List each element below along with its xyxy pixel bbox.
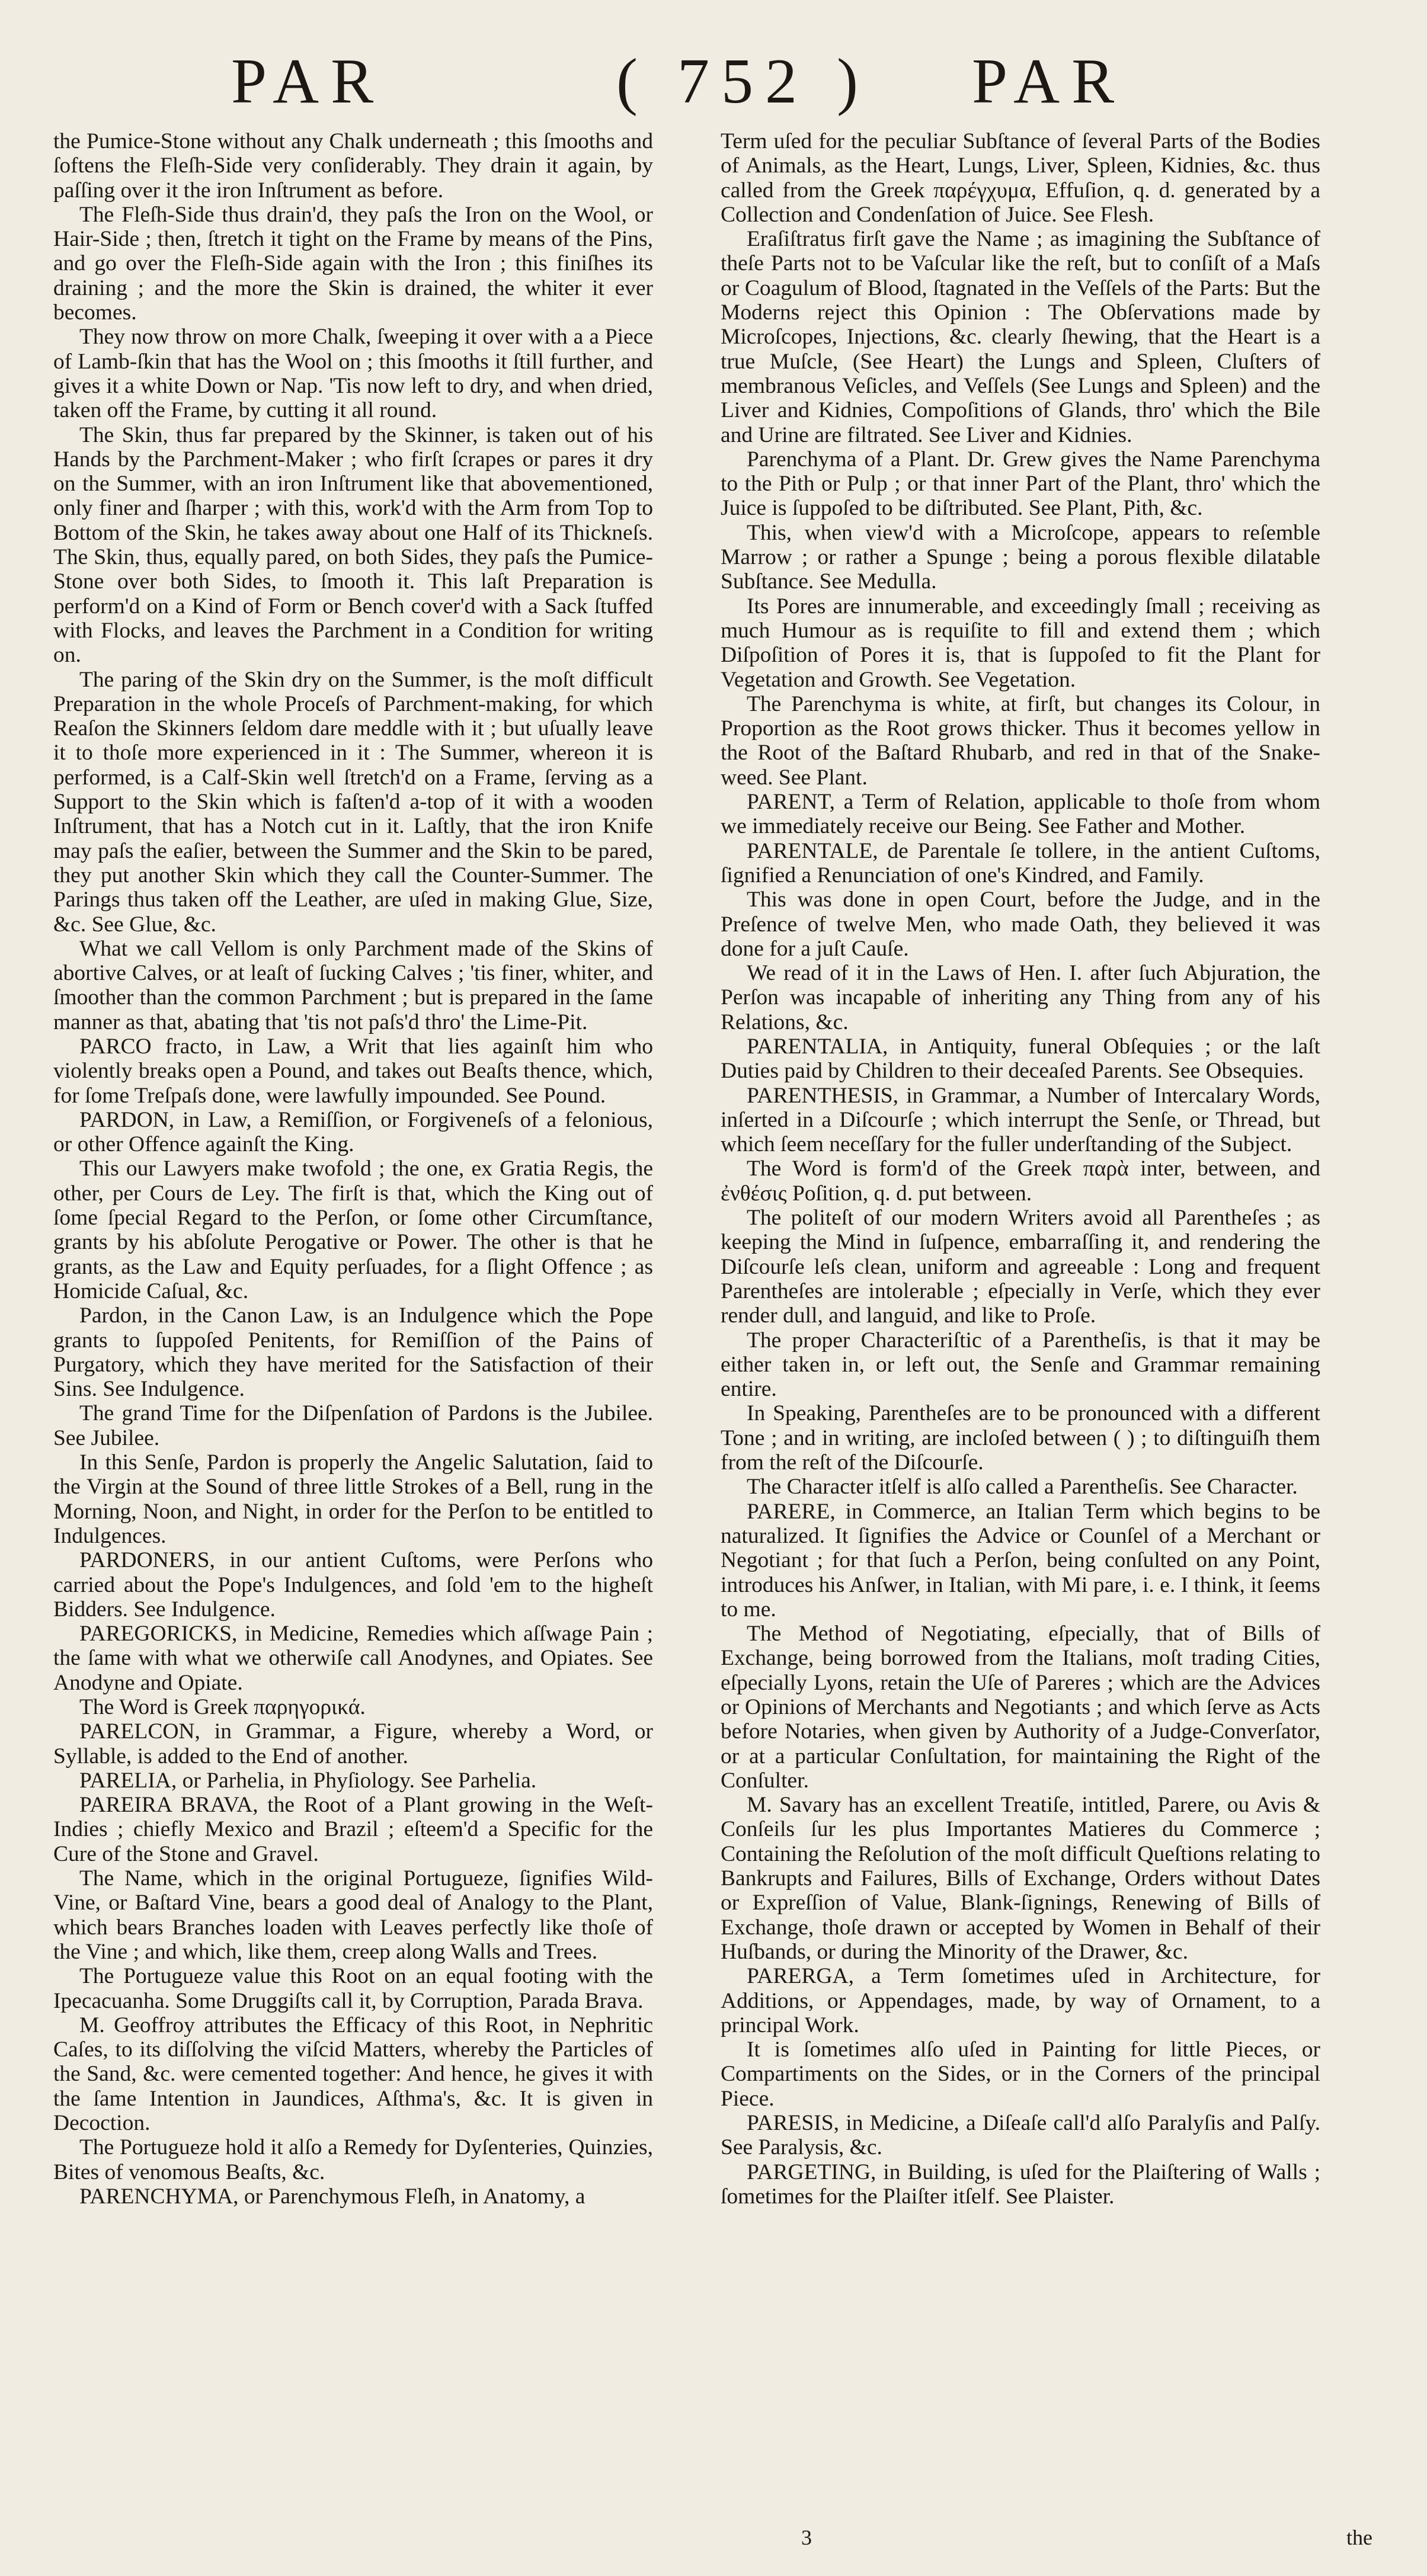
- paragraph: M. Savary has an excellent Treatiſe, intitled, Parere, ou Avis & Conſeils ſur les plus Importantes Matieres du Commerce ; Containing the Reſolution of the moſt difficult Queſtions relating to Bankrupts and Failures, Bills of Exchange, Orders without Dates or Expreſſion of Value, Blank-ſignings, Renewing of Bills of Exchange, thoſe drawn or accepted by Women in Behalf of their Huſbands, or during the Minority of the Drawer, &c.: [721, 1793, 1320, 1964]
- paragraph: PARENCHYMA, or Parenchymous Fleſh, in Anatomy, a: [79, 2184, 585, 2209]
- paragraph: It is ſometimes alſo uſed in Painting for little Pieces, or Compartiments on the Sides, or in the Corners of the principal Piece.: [721, 2037, 1320, 2111]
- paragraph: PARENTALE, de Parentale ſe tollere, in the antient Cuſtoms, ſignified a Renunciation of one's Kindred, and Family.: [721, 838, 1320, 887]
- paragraph: What we call Vellom is only Parchment made of the Skins of abortive Calves, or at leaſt of ſucking Calves ; 'tis finer, whiter, and ſmoother than the common Parchment ; but is prepared in the ſame manner as that, abating that 'tis not paſs'd thro' the Lime-Pit.: [53, 936, 653, 1034]
- paragraph: The Skin, thus far prepared by the Skinner, is taken out of his Hands by the Parchment-Maker ; who firſt ſcrapes or pares it dry on the Summer, with an iron Inſtrument like that abovementioned, only finer and ſharper ; with this, work'd with the Arm from Top to Bottom of the Skin, he takes away about one Half of its Thickneſs. The Skin, thus, equally pared, on both Sides, they paſs the Pumice-Stone over both Sides, to ſmooth it. This laſt Preparation is perform'd on a Kind of Form or Bench cover'd with a Sack ſtuffed with Flocks, and leaves the Parchment in a Condition for writing on.: [53, 422, 653, 668]
- catchword: the: [1346, 2526, 1372, 2549]
- paragraph: PARCO fracto, in Law, a Writ that lies againſt him who violently breaks open a Pound, and takes out Beaſts thence, which, for ſome Treſpaſs done, were lawfully impounded. See Pound.: [53, 1034, 653, 1108]
- signature-mark: 3: [801, 2526, 812, 2549]
- paragraph: The Name, which in the original Portugueze, ſignifies Wild-Vine, or Baſtard Vine, bears a good deal of Analogy to the Plant, which bears Branches loaden with Leaves perfectly like thoſe of the Vine ; and which, like them, creep along Walls and Trees.: [53, 1866, 653, 1964]
- paragraph: PARDONERS, in our antient Cuſtoms, were Perſons who carried about the Pope's Indulgences, and ſold 'em to the higheſt Bidders. See Indulgence.: [53, 1548, 653, 1622]
- left-column: [53, 129, 653, 2209]
- running-head-left: PAR: [231, 46, 386, 117]
- paragraph: The proper Characteriſtic of a Parentheſis, is that it may be either taken in, or left out, the Senſe and Grammar remaining entire.: [721, 1328, 1320, 1402]
- paragraph: PARENT, a Term of Relation, applicable to thoſe from whom we immediately receive our Being. See Father and Mother.: [721, 790, 1320, 839]
- paragraph: The Portugueze value this Root on an equal footing with the Ipecacuanha. Some Druggiſts call it, by Corruption, Parada Brava.: [53, 1964, 653, 2013]
- page-number: ( 752 ): [616, 46, 870, 117]
- paragraph: PAREIRA BRAVA, the Root of a Plant growing in the Weſt-Indies ; chiefly Mexico and Brazil ; eſteem'd a Specific for the Cure of the Stone and Gravel.: [53, 1793, 653, 1866]
- paragraph: Parenchyma of a Plant. Dr. Grew gives the Name Parenchyma to the Pith or Pulp ; or that inner Part of the Plant, thro' which the Juice is ſuppoſed to be diſtributed. See Plant, Pith, &c.: [721, 447, 1320, 521]
- paragraph: PAREGORICKS, in Medicine, Remedies which aſſwage Pain ; the ſame with what we otherwiſe call Anodynes, and Opiates. See Anodyne and Opiate.: [53, 1622, 653, 1695]
- paragraph: The Character itſelf is alſo called a Parentheſis. See Character.: [747, 1475, 1298, 1500]
- paragraph: Its Pores are innumerable, and exceedingly ſmall ; receiving as much Humour as is requiſite to fill and extend them ; which Diſpoſition of Pores it is, that is ſuppoſed to fit the Plant for Vegetation and Growth. See Vegetation.: [721, 594, 1320, 692]
- paragraph: The Parenchyma is white, at firſt, but changes its Colour, in Proportion as the Root grows thicker. Thus it becomes yellow in the Root of the Baſtard Rhubarb, and red in that of the Snake-weed. See Plant.: [721, 691, 1320, 790]
- paragraph: PARENTHESIS, in Grammar, a Number of Intercalary Words, inſerted in a Diſcourſe ; which interrupt the Senſe, or Thread, but which ſeem neceſſary for the fuller underſtanding of the Subject.: [721, 1083, 1320, 1157]
- paragraph: This was done in open Court, before the Judge, and in the Preſence of twelve Men, who made Oath, they believed it was done for a juſt Cauſe.: [721, 887, 1320, 961]
- paragraph: The Word is Greek παρηγορικά.: [79, 1695, 366, 1719]
- paragraph: The paring of the Skin dry on the Summer, is the moſt difficult Preparation in the whole Proceſs of Parchment-making, for which Reaſon the Skinners ſeldom dare meddle with it ; but uſually leave it to thoſe more experienced in it : The Summer, whereon it is performed, is a Calf-Skin well ſtretch'd on a Frame, ſerving as a Support to the Skin which is faſten'd a-top of it with a wooden Inſtrument, that has a Notch cut in it. Laſtly, that the iron Knife may paſs the eaſier, between the Summer and the Skin to be pared, they put another Skin which they call the Counter-Summer. The Parings thus taken off the Leather, are uſed in making Glue, Size, &c. See Glue, &c.: [53, 667, 653, 937]
- paragraph: Eraſiſtratus firſt gave the Name ; as imagining the Subſtance of theſe Parts not to be Vaſcular like the reſt, but to conſiſt of a Maſs or Coagulum of Blood, ſtagnated in the Veſſels of the Parts: But the Moderns reject this Opinion : The Obſervations made by Microſcopes, Injections, &c. clearly ſhewing, that the Heart is a true Muſcle, (See Heart) the Lungs and Spleen, Cluſters of membranous Veſicles, and Veſſels (See Lungs and Spleen) and the Liver and Kidnies, Compoſitions of Glands, thro' which the Bile and Urine are filtrated. See Liver and Kidnies.: [721, 227, 1320, 447]
- paragraph: We read of it in the Laws of Hen. I. after ſuch Abjuration, the Perſon was incapable of inheriting any Thing from any of his Relations, &c.: [721, 961, 1320, 1034]
- paragraph: This our Lawyers make twofold ; the one, ex Gratia Regis, the other, per Cours de Ley. The firſt is that, which the King out of ſome ſpecial Regard to the Perſon, or ſome other Circumſtance, grants by his abſolute Perogative or Power. The other is that he grants, as the Law and Equity perſuades, for a ſlight Offence ; as Homicide Caſual, &c.: [53, 1156, 653, 1303]
- paragraph: The Method of Negotiating, eſpecially, that of Bills of Exchange, being borrowed from the Italians, moſt trading Cities, eſpecially Lyons, retain the Uſe of Pareres ; which are the Advices or Opinions of Merchants and Negotiants ; and which ſerve as Acts before Notaries, when given by Authority of a Judge-Converſator, or at a particular Conſultation, for maintaining the Right of the Conſulter.: [721, 1622, 1320, 1793]
- paragraph: PARERE, in Commerce, an Italian Term which begins to be naturalized. It ſignifies the Advice or Counſel of a Merchant or Negotiant ; for that ſuch a Perſon, being conſulted on any Point, introduces his Anſwer, in Italian, with Mi pare, i. e. I think, it ſeems to me.: [721, 1499, 1320, 1622]
- paragraph: The Word is form'd of the Greek παρὰ inter, between, and ἐνθέσις Poſition, q. d. put between.: [721, 1156, 1320, 1206]
- paragraph: PARESIS, in Medicine, a Diſeaſe call'd alſo Paralyſis and Palſy. See Paralysis, &c.: [721, 2111, 1320, 2160]
- paragraph: This, when view'd with a Microſcope, appears to reſemble Marrow ; or rather a Spunge ; being a porous flexible dilatable Subſtance. See Medulla.: [721, 520, 1320, 594]
- paragraph: PARDON, in Law, a Remiſſion, or Forgiveneſs of a felonious, or other Offence againſt the King.: [53, 1107, 653, 1157]
- paragraph: The politeſt of our modern Writers avoid all Parentheſes ; as keeping the Mind in ſuſpence, embarraſſing it, and rendering the Diſcourſe leſs clean, uniform and agreeable : Long and frequent Parentheſes are intolerable ; eſpecially in Verſe, which they ever render dull, and languid, and like to Proſe.: [721, 1206, 1320, 1328]
- running-head-right: PAR: [972, 46, 1127, 117]
- paragraph: They now throw on more Chalk, ſweeping it over with a a Piece of Lamb-ſkin that has the Wool on ; this ſmooths it ſtill further, and gives it a white Down or Nap. 'Tis now left to dry, and when dried, taken off the Frame, by cutting it all round.: [53, 325, 653, 423]
- paragraph: PARERGA, a Term ſometimes uſed in Architecture, for Additions, or Appendages, made, by way of Ornament, to a principal Work.: [721, 1964, 1320, 2037]
- paragraph: The Portugueze hold it alſo a Remedy for Dyſenteries, Quinzies, Bites of venomous Beaſts, &c.: [53, 2135, 653, 2184]
- paragraph: The Fleſh-Side thus drain'd, they paſs the Iron on the Wool, or Hair-Side ; then, ſtretch it tight on the Frame by means of the Pins, and go over the Fleſh-Side again with the Iron ; this finiſhes its draining ; and the more the Skin is drained, the whiter it ever becomes.: [53, 202, 653, 325]
- paragraph: PARGETING, in Building, is uſed for the Plaiſtering of Walls ; ſometimes for the Plaiſter itſelf. See Plaister.: [721, 2160, 1320, 2209]
- paragraph: PARELCON, in Grammar, a Figure, whereby a Word, or Syllable, is added to the End of another.: [53, 1719, 653, 1768]
- paragraph: PARELIA, or Parhelia, in Phyſiology. See Parhelia.: [79, 1768, 537, 1793]
- right-column: [721, 129, 1320, 2209]
- paragraph: The grand Time for the Diſpenſation of Pardons is the Jubilee. See Jubilee.: [53, 1401, 653, 1450]
- paragraph: Pardon, in the Canon Law, is an Indulgence which the Pope grants to ſuppoſed Penitents, for Remiſſion of the Pains of Purgatory, which they have merited for the Satisfaction of their Sins. See Indulgence.: [53, 1303, 653, 1402]
- paragraph: PARENTALIA, in Antiquity, funeral Obſequies ; or the laſt Duties paid by Children to their deceaſed Parents. See Obsequies.: [721, 1034, 1320, 1084]
- paragraph: In Speaking, Parentheſes are to be pronounced with a different Tone ; and in writing, are incloſed between ( ) ; to diſtinguiſh them from the reſt of the Diſcourſe.: [721, 1401, 1320, 1475]
- paragraph: Term uſed for the peculiar Subſtance of ſeveral Parts of the Bodies of Animals, as the Heart, Lungs, Liver, Spleen, Kidnies, &c. thus called from the Greek παρέγχυμα, Effuſion, q. d. generated by a Collection and Condenſation of Juice. See Flesh.: [721, 129, 1320, 227]
- paragraph: the Pumice-Stone without any Chalk underneath ; this ſmooths and ſoftens the Fleſh-Side very conſiderably. They drain it again, by paſſing over it the iron Inſtrument as before.: [53, 129, 653, 203]
- paragraph: In this Senſe, Pardon is properly the Angelic Salutation, ſaid to the Virgin at the Sound of three little Strokes of a Bell, rung in the Morning, Noon, and Night, in order for the Perſon to be entitled to Indulgences.: [53, 1450, 653, 1548]
- paragraph: M. Geoffroy attributes the Efficacy of this Root, in Nephritic Caſes, to its diſſolving the viſcid Matters, whereby the Particles of the Sand, &c. were cemented together: And hence, he gives it with the ſame Intention in Jaundices, Aſthma's, &c. It is given in Decoction.: [53, 2013, 653, 2136]
